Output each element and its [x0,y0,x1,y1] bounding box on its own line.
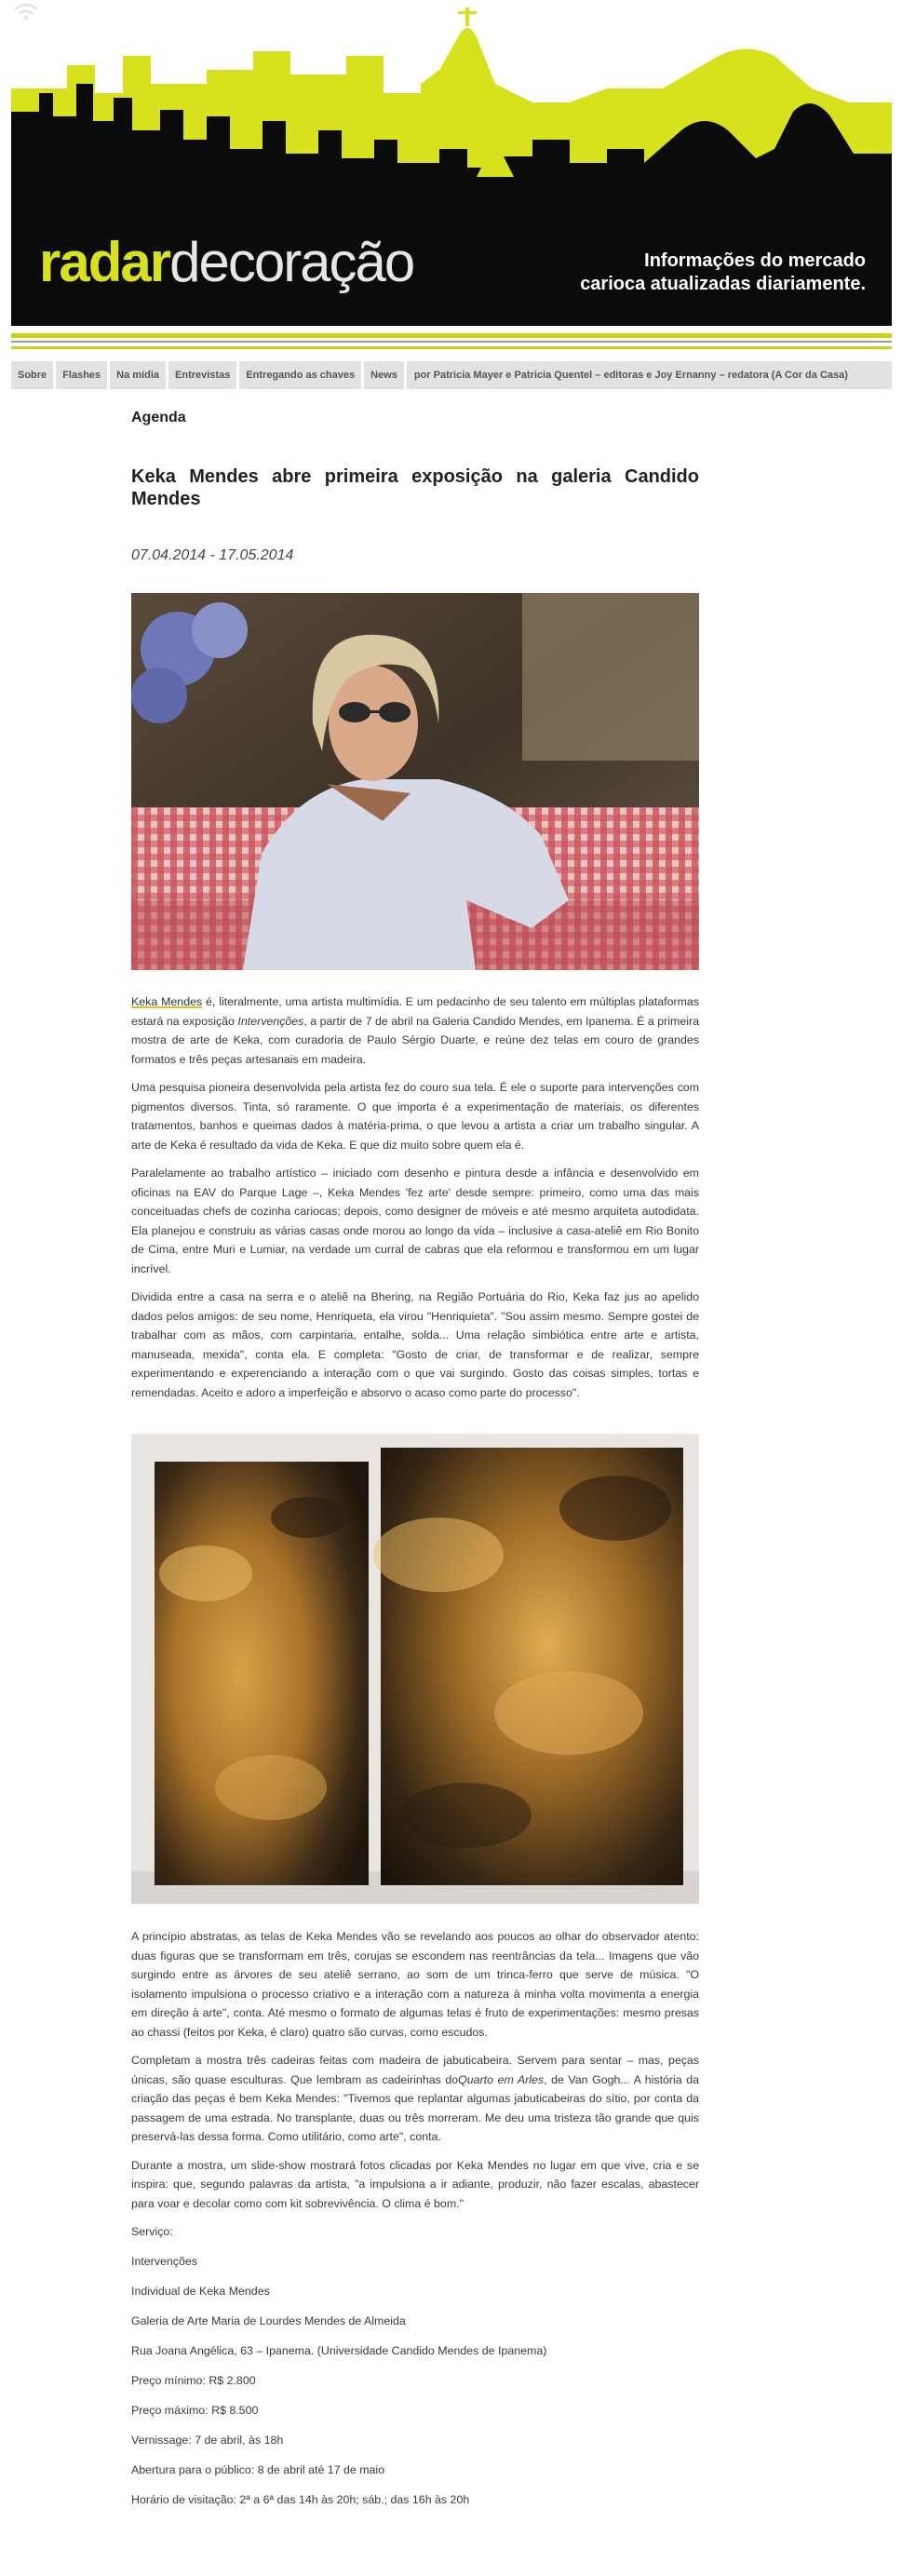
artist-portrait-photo [131,593,699,970]
site-logo[interactable] [39,231,414,293]
paragraph-7: Durante a mostra, um slide-show mostrará fotos clicadas por Keka Mendes no lugar em que vive, cria e se inspira: que, segundo palavras da artista, "a impulsiona a ir adiante, produzir, não fazer escalas, abastecer para voar e decolar como com kit sobrevivência. O clima é bom." [131,2158,699,2210]
nav-item-entregando-as-chaves[interactable]: Entregando as chaves [239,361,361,389]
paragraph-1 [131,992,699,1069]
article-body-part-1 [131,992,699,1411]
nav-item-sobre[interactable]: Sobre [11,361,53,389]
site-tagline [531,250,866,296]
main-navigation [11,361,892,389]
service-info-line: Individual de Keka Mendes [131,2285,270,2298]
tagline-line-1: Informações do mercado [644,250,866,271]
logo-decoracao: decoração [169,231,414,293]
paragraph-5: A princípio abstratas, as telas de Keka Mendes vão se revelando aos poucos ao olhar do observador atento: duas figuras que se transformam em três, corujas se escondem nas reentrâncias da tela... Imagens que vão surgindo entre as árvores de seu ateliê serrano, ao som de um trinca-ferro que serve de música. "O isolamento impulsiona o processo criativo e a interação com a natureza à minha volta movimenta a energia em direção à arte", conta. Até mesmo o formato de algumas telas é fruto de experimentações: mesmo presas ao chassi (feitos por Keka, é claro) quatro são curvas, como escudos. [131,1930,699,2039]
article-body-part-2 [131,1927,699,2520]
service-info-line: Preço mínimo: R$ 2.800 [131,2374,256,2387]
paragraph-6 [131,2051,699,2147]
header-divider-green [11,333,892,338]
service-info-line: Galeria de Arte Maria de Lourdes Mendes de Almeida [131,2314,406,2327]
artist-name-link[interactable]: Keka Mendes [131,995,203,1008]
service-info [131,2222,699,2520]
exhibition-name: Intervenções [237,1014,304,1028]
nav-item-editoras[interactable]: por Patricia Mayer e Patricia Quentel – editoras e Joy Ernanny – redatora (A Cor da Casa) [407,361,892,389]
header-divider-green-2 [11,346,892,349]
section-heading: Agenda [131,410,186,425]
paragraph-1-text-a: é, literalmente, uma artista multimídia. E um pedacinho de seu talento em múltiplas plataformas estará na exposição [131,995,700,1028]
service-info-line: Rua Joana Angélica, 63 – Ipanema. (Universidade Candido Mendes de Ipanema) [131,2344,547,2357]
service-info-line: Intervenções [131,2255,197,2268]
tagline-line-2: carioca atualizadas diariamente. [580,274,866,294]
nav-item-news[interactable]: News [364,361,404,389]
paragraph-6-text-b: , de Van Gogh... A história da criação das peças é bem Keka Mendes: "Tivemos que replantar algumas jabuticabeiras do sítio, por conta da passagem de uma estrada. No transplante, duas ou três morreram. Me deu uma tristeza tão grande que quis preservá-las dessa forma. Como utilitário, como arte", conta. [131,2072,699,2143]
paragraph-4: Dividida entre a casa na serra e o ateliê na Bhering, na Região Portuária do Rio, Keka faz jus ao apelido dados pelos amigos: de seu nome, Henriqueta, ela virou "Henriquieta". "Sou assim mesmo. Sempre gostei de trabalhar com as mãos, com carpintaria, entalhe, solda... Uma relação simbiótica entre arte e artista, manuseada, mexida", conta ela. E completa: "Gosto de criar, de transformar e de realizar, sempre experimentando e experenciando a interação com o que vai surgindo. Gosto das coisas simples, tortas e remendadas. Aceito e adoro a imperfeição e absorvo o acaso como parte do processo". [131,1290,699,1399]
service-info-line: Horário de visitação: 2ª a 6ª das 14h às 20h; sáb.; das 16h às 20h [131,2493,470,2506]
paragraph-2: Uma pesquisa pioneira desenvolvida pela artista fez do couro sua tela. É ele o suporte para intervenções com pigmentos diversos. Tinta, só raramente. O que importa é a experimentação de materiais, os diferentes tratamentos, banhos e queimas dados à matéria-prima, o que levou a artista a criar um trabalho singular. A arte de Keka é resultado da vida de Keka. E que diz muito sobre quem ela é. [131,1081,699,1152]
service-info-line: Vernissage: 7 de abril, às 18h [131,2434,284,2447]
painting-name: Quarto em Arles [458,2072,545,2086]
nav-item-entrevistas[interactable]: Entrevistas [168,361,236,389]
header-divider-gray [11,341,892,343]
service-info-line: Abertura para o público: 8 de abril até 17 de maio [131,2463,385,2476]
service-info-line: Preço máximo: R$ 8.500 [131,2404,259,2417]
event-dates: 07.04.2014 - 17.05.2014 [131,547,294,563]
logo-radar: radar [39,231,170,293]
paragraph-6-text-a: Completam a mostra três cadeiras feitas com madeira de jabuticabeira. Servem para sentar – mas, peças únicas, são quase esculturas. Que lembram as cadeirinhas do [131,2054,699,2086]
article-title: Keka Mendes abre primeira exposição na galeria Candido Mendes [131,466,699,509]
service-info-line: Serviço: [131,2225,173,2238]
nav-item-na-midia[interactable]: Na mídia [110,361,166,389]
signal-icon [11,0,41,20]
artwork-photo [131,1434,699,1904]
site-header [11,0,892,326]
paragraph-3: Paralelamente ao trabalho artístico – iniciado com desenho e pintura desde a infância e desenvolvido em oficinas na EAV do Parque Lage –, Keka Mendes 'fez arte' desde sempre: primeiro, como uma das mais conceituadas chefs de cozinha cariocas; depois, como designer de móveis e até mesmo arquiteta autodidata. Ela planejou e construiu as várias casas onde morou ao longo da vida – inclusive a casa-ateliê em Rio Bonito de Cima, entre Muri e Lumiar, na verdade um curral de cabras que ela reformou e transformou em um lugar incrível. [131,1167,699,1275]
nav-item-flashes[interactable]: Flashes [56,361,107,389]
paragraph-1-text-b: , a partir de 7 de abril na Galeria Candido Mendes, em Ipanema. É a primeira mostra de arte de Keka, com curadoria de Paulo Sérgio Duarte, e reúne dez telas em couro de grandes formatos e três peças artesanais em madeira. [131,1014,699,1066]
